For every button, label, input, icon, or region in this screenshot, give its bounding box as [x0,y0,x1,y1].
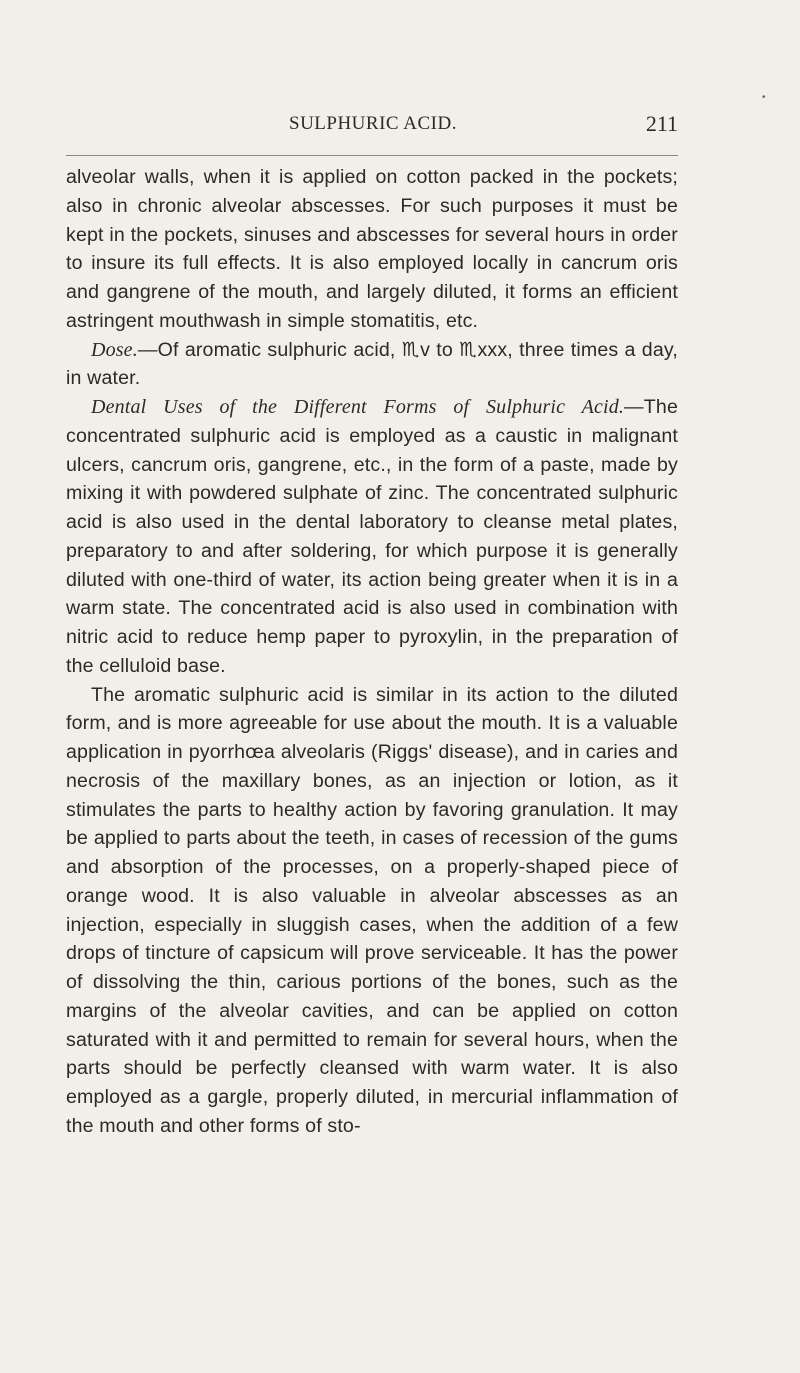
paragraph-continuation: alveolar walls, when it is applied on cotton packed in the pockets; also in chronic alveolar abscesses. For such purposes it must be kept in the pockets, sinuses and abscesses for several hours in order to insure its full effects. It is also employed locally in cancrum oris and gangrene of the mouth, and largely diluted, it forms an efficient astringent mouthwash in simple stomatitis, etc. [66,166,678,332]
running-title: SULPHURIC ACID. [289,113,457,134]
running-head [66,113,678,143]
body-text [66,163,678,1141]
dental-uses-text: —The concentrated sulphuric acid is employed as a caustic in malignant ulcers, cancrum oris, gangrene, etc., in the form of a paste, made by mixing it with powdered sulphate of zinc. The concentrated sulphuric acid is also used in the dental laboratory to cleanse metal plates, preparatory to and after soldering, for which purpose it is generally diluted with one-third of water, its action being greater when it is in a warm state. The concentrated acid is also used in combination with nitric acid to reduce hemp paper to pyroxylin, in the preparation of the celluloid base. [66,396,678,677]
dose-heading: Dose. [91,338,138,361]
dose-text: —Of aromatic sulphuric acid, ♏v to ♏xxx, three times a day, in water. [66,338,678,390]
print-speck: • [762,92,766,103]
paragraph-aromatic-acid: The aromatic sulphuric acid is similar in its action to the diluted form, and is more agreeable for use about the mouth. It is a valuable application in pyorrhœa alveolaris (Riggs' disease), and in caries and necrosis of the maxillary bones, as an injection or lotion, as it stimulates the parts to healthy action by favoring granulation. It may be applied to parts about the teeth, in cases of recession of the gums and absorption of the processes, on a properly-shaped piece of orange wood. It is also valuable in alveolar abscesses as an injection, especially in sluggish cases, when the addition of a few drops of tincture of capsicum will prove serviceable. It has the power of dissolving the thin, carious portions of the bones, such as the margins of the alveolar cavities, and can be applied on cotton saturated with it and permitted to remain for several hours, when the parts should be perfectly cleansed with warm water. It is also employed as a gargle, properly diluted, in mercurial inflammation of the mouth and other forms of sto- [66,683,678,1137]
dental-uses-heading: Dental Uses of the Different Forms of Sulphuric Acid. [91,396,625,418]
paragraph-dental-uses [66,393,678,681]
paragraph-dose [66,336,678,394]
page-number: 211 [645,111,678,136]
header-rule [66,155,678,156]
